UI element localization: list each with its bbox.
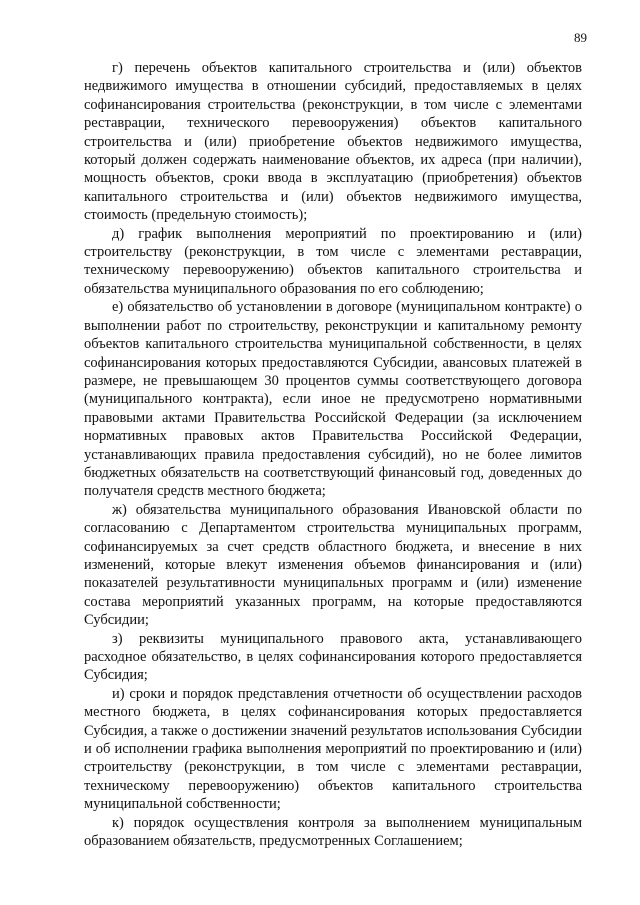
paragraph-g: г) перечень объектов капитального строительства и (или) объектов недвижимого имущества в отношении субсидий, предоставляемых в целях софинансирования строительства (реконструкции, в том числе с элементами реставрации, технического перевооружения) объектов капитального строительства и (или) приобретение объектов недвижимого имущества, который должен содержать наименование объектов, их адреса (при наличии), мощность объектов, сроки ввода в эксплуатацию (приобретения) объектов капитального строительства и (или) объектов недвижимого имущества, стоимость (предельную стоимость); [84,60,582,224]
paragraph-e: е) обязательство об установлении в договоре (муниципальном контракте) о выполнении работ по строительству, реконструкции и капитальному ремонту объектов капитального строительства муниципальной собственности, в целях софинансирования которых предоставляются Субсидии, авансовых платежей в размере, не превышающем 30 процентов суммы соответствующего договора (муниципального контракта), если иное не предусмотрено нормативными правовыми актами Правительства Российской Федерации (за исключением нормативных правовых актов Правительства Российской Федерации, устанавливающих правила предоставления субсидий), но не более лимитов бюджетных обязательств на соответствующий финансовый год, доведенных до получателя средств местного бюджета; [84,299,582,500]
paragraph-z: з) реквизиты муниципального правового акта, устанавливающего расходное обязательство, в целях софинансирования которого предоставляется Субсидия; [84,630,582,684]
paragraph-k: к) порядок осуществления контроля за выполнением муниципальным образованием обязательств, предусмотренных Соглашением; [84,814,582,850]
paragraph-zh: ж) обязательства муниципального образования Ивановской области по согласованию с Департаментом строительства муниципальных программ, софинансируемых за счет средств областного бюджета, и внесение в них изменений, которые влекут изменения объемов финансирования и (или) показателей результативности муниципальных программ и (или) изменение состава мероприятий указанных программ, на которые предоставляются Субсидии; [84,501,582,629]
document-body [84,59,582,850]
paragraph-d: д) график выполнения мероприятий по проектированию и (или) строительству (реконструкции, в том числе с элементами реставрации, техническому перевооружению) объектов капитального строительства и обязательства муниципального образования по его соблюдению; [84,225,582,297]
page-number: 89 [574,30,587,45]
paragraph-i: и) сроки и порядок представления отчетности об осуществлении расходов местного бюджета, в целях софинансирования которых предоставляется Субсидия, а также о достижении значений результатов использования Субсидии и об исполнении графика выполнения мероприятий по проектированию и (или) строительству (реконструкции, в том числе с элементами реставрации, техническому перевооружению) объектов капитального строительства муниципальной собственности; [84,685,582,813]
